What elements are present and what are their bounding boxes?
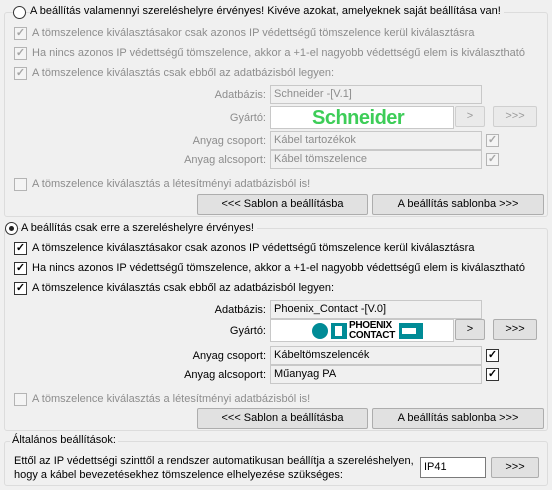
local-same-ip-label: A tömszelence kiválasztásakor csak azonos IP védettségű tömszelence kerül kiválasztásra bbox=[32, 242, 475, 254]
phoenix-logo-line2: CONTACT bbox=[349, 330, 396, 341]
local-db-label: Adatbázis: bbox=[214, 304, 266, 316]
global-mfr-more-button[interactable]: > bbox=[455, 106, 485, 127]
global-higher-ip-label: Ha nincs azonos IP védettségű tömszelence, akkor a +1-el nagyobb védettségű elem is kiválasztható bbox=[32, 47, 525, 59]
phoenix-logo-mark bbox=[331, 323, 347, 339]
global-db-field[interactable]: Schneider -[V.1] bbox=[270, 85, 482, 104]
global-higher-ip-checkbox[interactable]: ✓ bbox=[15, 47, 26, 59]
global-mfr-browse-button[interactable]: >>> bbox=[493, 106, 537, 127]
phoenix-logo-arrow bbox=[399, 323, 423, 339]
local-scope-label: A beállítás csak erre a szereléshelyre érvényes! bbox=[21, 222, 257, 234]
global-mfr-label: Gyártó: bbox=[229, 112, 266, 124]
global-save-template-button[interactable]: A beállítás sablonba >>> bbox=[372, 194, 544, 215]
local-same-ip-checkbox[interactable]: ✓ bbox=[15, 242, 26, 254]
general-settings-title: Általános beállítások: bbox=[12, 434, 116, 446]
global-db-label: Adatbázis: bbox=[214, 89, 266, 101]
local-save-template-button[interactable]: A beállítás sablonba >>> bbox=[372, 408, 544, 429]
global-scope-radio[interactable] bbox=[13, 6, 26, 19]
global-same-ip-checkbox[interactable]: ✓ bbox=[15, 27, 26, 39]
global-subgroup-label: Anyag alcsoport: bbox=[184, 154, 266, 166]
local-higher-ip-label: Ha nincs azonos IP védettségű tömszelence, akkor a +1-el nagyobb védettségű elem is kiválasztható bbox=[32, 262, 525, 274]
phoenix-logo-circle bbox=[312, 323, 328, 339]
global-group-field[interactable]: Kábel tartozékok bbox=[270, 131, 482, 150]
local-group-checkbox[interactable]: ✓ bbox=[487, 349, 498, 361]
global-group-checkbox[interactable]: ✓ bbox=[487, 134, 498, 146]
local-subgroup-checkbox[interactable]: ✓ bbox=[487, 368, 498, 380]
schneider-logo-text: Schneider bbox=[312, 107, 405, 129]
global-group-label: Anyag csoport: bbox=[192, 135, 266, 147]
local-apply-template-button[interactable]: <<< Sablon a beállításba bbox=[197, 408, 368, 429]
local-mfr-more-button[interactable]: > bbox=[455, 319, 485, 340]
global-only-db-label: A tömszelence kiválasztás csak ebből az adatbázisból legyen: bbox=[32, 67, 335, 79]
phoenix-logo-line1: PHOENIX bbox=[349, 320, 392, 331]
global-facility-db-label: A tömszelence kiválasztás a létesítményi adatbázisból is! bbox=[32, 178, 311, 190]
local-facility-db-checkbox[interactable] bbox=[14, 393, 27, 406]
local-group-field[interactable]: Kábeltömszelencék bbox=[270, 346, 482, 365]
local-facility-db-label: A tömszelence kiválasztás a létesítményi adatbázisból is! bbox=[32, 393, 311, 405]
global-facility-db-checkbox[interactable] bbox=[14, 178, 27, 191]
schneider-logo bbox=[270, 106, 454, 129]
local-mfr-browse-button[interactable]: >>> bbox=[493, 319, 537, 340]
local-subgroup-label: Anyag alcsoport: bbox=[184, 369, 266, 381]
local-scope-radio[interactable] bbox=[5, 222, 18, 235]
global-same-ip-label: A tömszelence kiválasztásakor csak azonos IP védettségű tömszelence kerül kiválasztásra bbox=[32, 27, 475, 39]
general-ip-description-line1: Ettől az IP védettségi szinttől a rendszer automatikusan beállítja a szereléshelyen, bbox=[14, 455, 414, 467]
ip-threshold-field[interactable]: IP41 bbox=[420, 457, 486, 478]
local-higher-ip-checkbox[interactable]: ✓ bbox=[15, 262, 26, 274]
local-only-db-checkbox[interactable]: ✓ bbox=[15, 282, 26, 294]
local-group-label: Anyag csoport: bbox=[192, 350, 266, 362]
global-apply-template-button[interactable]: <<< Sablon a beállításba bbox=[197, 194, 368, 215]
global-subgroup-checkbox[interactable]: ✓ bbox=[487, 153, 498, 165]
phoenix-contact-logo bbox=[270, 319, 454, 342]
global-subgroup-field[interactable]: Kábel tömszelence bbox=[270, 150, 482, 169]
local-db-field[interactable]: Phoenix_Contact -[V.0] bbox=[270, 300, 482, 319]
local-only-db-label: A tömszelence kiválasztás csak ebből az adatbázisból legyen: bbox=[32, 282, 335, 294]
global-scope-label: A beállítás valamennyi szereléshelyre érvényes! Kivéve azokat, amelyeknek saját beállítása van! bbox=[30, 5, 504, 17]
local-subgroup-field[interactable]: Műanyag PA bbox=[270, 365, 482, 384]
global-only-db-checkbox[interactable]: ✓ bbox=[15, 67, 26, 79]
ip-threshold-browse-button[interactable]: >>> bbox=[491, 457, 539, 478]
general-ip-description-line2: hogy a kábel bevezetésekhez tömszelence elhelyezése szükséges: bbox=[14, 469, 343, 481]
local-mfr-label: Gyártó: bbox=[229, 325, 266, 337]
